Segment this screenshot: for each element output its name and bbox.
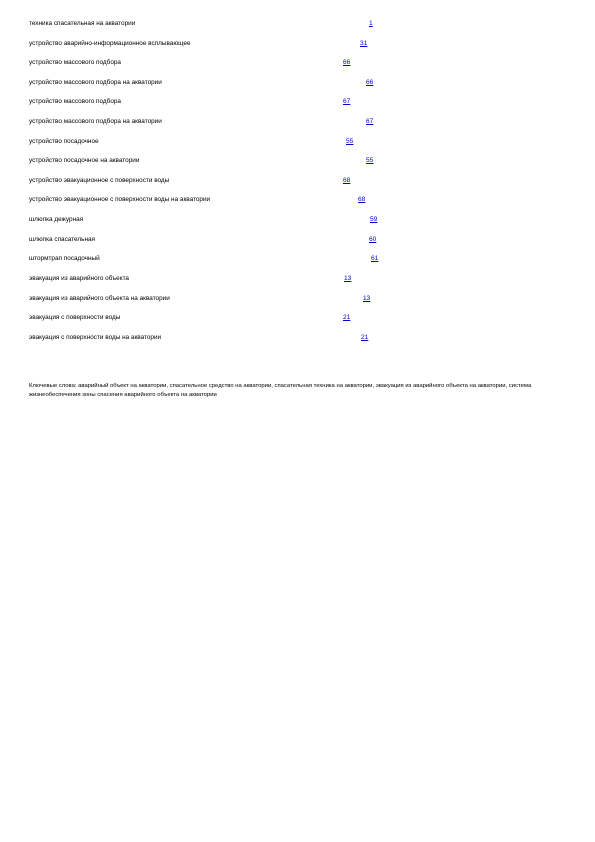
page-reference-link[interactable]: 68	[358, 196, 366, 203]
index-entry	[29, 273, 589, 285]
page-reference-link[interactable]: 55	[346, 138, 354, 145]
index-entry	[29, 136, 589, 148]
index-term: устройство массового подбора на акватории	[29, 79, 162, 86]
index-entry	[29, 293, 589, 305]
page-reference-link[interactable]: 68	[343, 177, 351, 184]
page-reference-link[interactable]: 66	[366, 79, 374, 86]
index-entry	[29, 175, 589, 187]
index-term: устройство посадочное на акватории	[29, 157, 140, 164]
index-term: техника спасательная на акватории	[29, 20, 136, 27]
index-term: шлюпка спасательная	[29, 236, 95, 243]
index-term: штормтрап посадочный	[29, 255, 100, 262]
index-term: устройство аварийно-информационное всплывающее	[29, 40, 191, 47]
page-reference-link[interactable]: 60	[369, 236, 377, 243]
index-term: шлюпка дежурная	[29, 216, 84, 223]
index-entry	[29, 332, 589, 344]
index-term: устройство массового подбора на акватории	[29, 118, 162, 125]
page-reference-link[interactable]: 21	[361, 334, 369, 341]
index-entry	[29, 234, 589, 246]
index-entry	[29, 312, 589, 324]
index-term: устройство эвакуационное с поверхности воды на акватории	[29, 196, 211, 203]
page-reference-link[interactable]: 13	[363, 295, 371, 302]
index-entry	[29, 77, 589, 89]
index-entry	[29, 194, 589, 206]
index-term: эвакуация с поверхности воды на акватории	[29, 334, 162, 341]
index-entry	[29, 38, 589, 50]
page-reference-link[interactable]: 31	[360, 40, 368, 47]
index-entry	[29, 116, 589, 128]
index-entry	[29, 155, 589, 167]
index-entry	[29, 214, 589, 226]
index-term: устройство массового подбора	[29, 98, 121, 105]
page-reference-link[interactable]: 59	[370, 216, 378, 223]
index-entry	[29, 18, 589, 30]
index-term: устройство эвакуационное с поверхности воды	[29, 177, 170, 184]
index-term: устройство посадочное	[29, 138, 99, 145]
index-term: эвакуация из аварийного объекта на акватории	[29, 295, 170, 302]
page-reference-link[interactable]: 66	[343, 59, 351, 66]
index-entry	[29, 96, 589, 108]
page-reference-link[interactable]: 55	[366, 157, 374, 164]
index-term: эвакуация из аварийного объекта	[29, 275, 129, 282]
keywords-paragraph: Ключевые слова: аварийный объект на акватории, спасательное средство на акватории, спасательная техника на акватории, эвакуация из аварийного объекта на акватории, система жизнеобеспечения зоны спасения аварийного объекта на акватории	[29, 383, 532, 398]
index-term: эвакуация с поверхности воды	[29, 314, 121, 321]
index-term: устройство массового подбора	[29, 59, 121, 66]
page-reference-link[interactable]: 67	[366, 118, 374, 125]
page-reference-link[interactable]: 61	[371, 255, 379, 262]
index-entry	[29, 253, 589, 265]
page-reference-link[interactable]: 1	[369, 20, 373, 27]
index-entry	[29, 57, 589, 69]
page-reference-link[interactable]: 67	[343, 98, 351, 105]
page-reference-link[interactable]: 13	[344, 275, 352, 282]
page-reference-link[interactable]: 21	[343, 314, 351, 321]
